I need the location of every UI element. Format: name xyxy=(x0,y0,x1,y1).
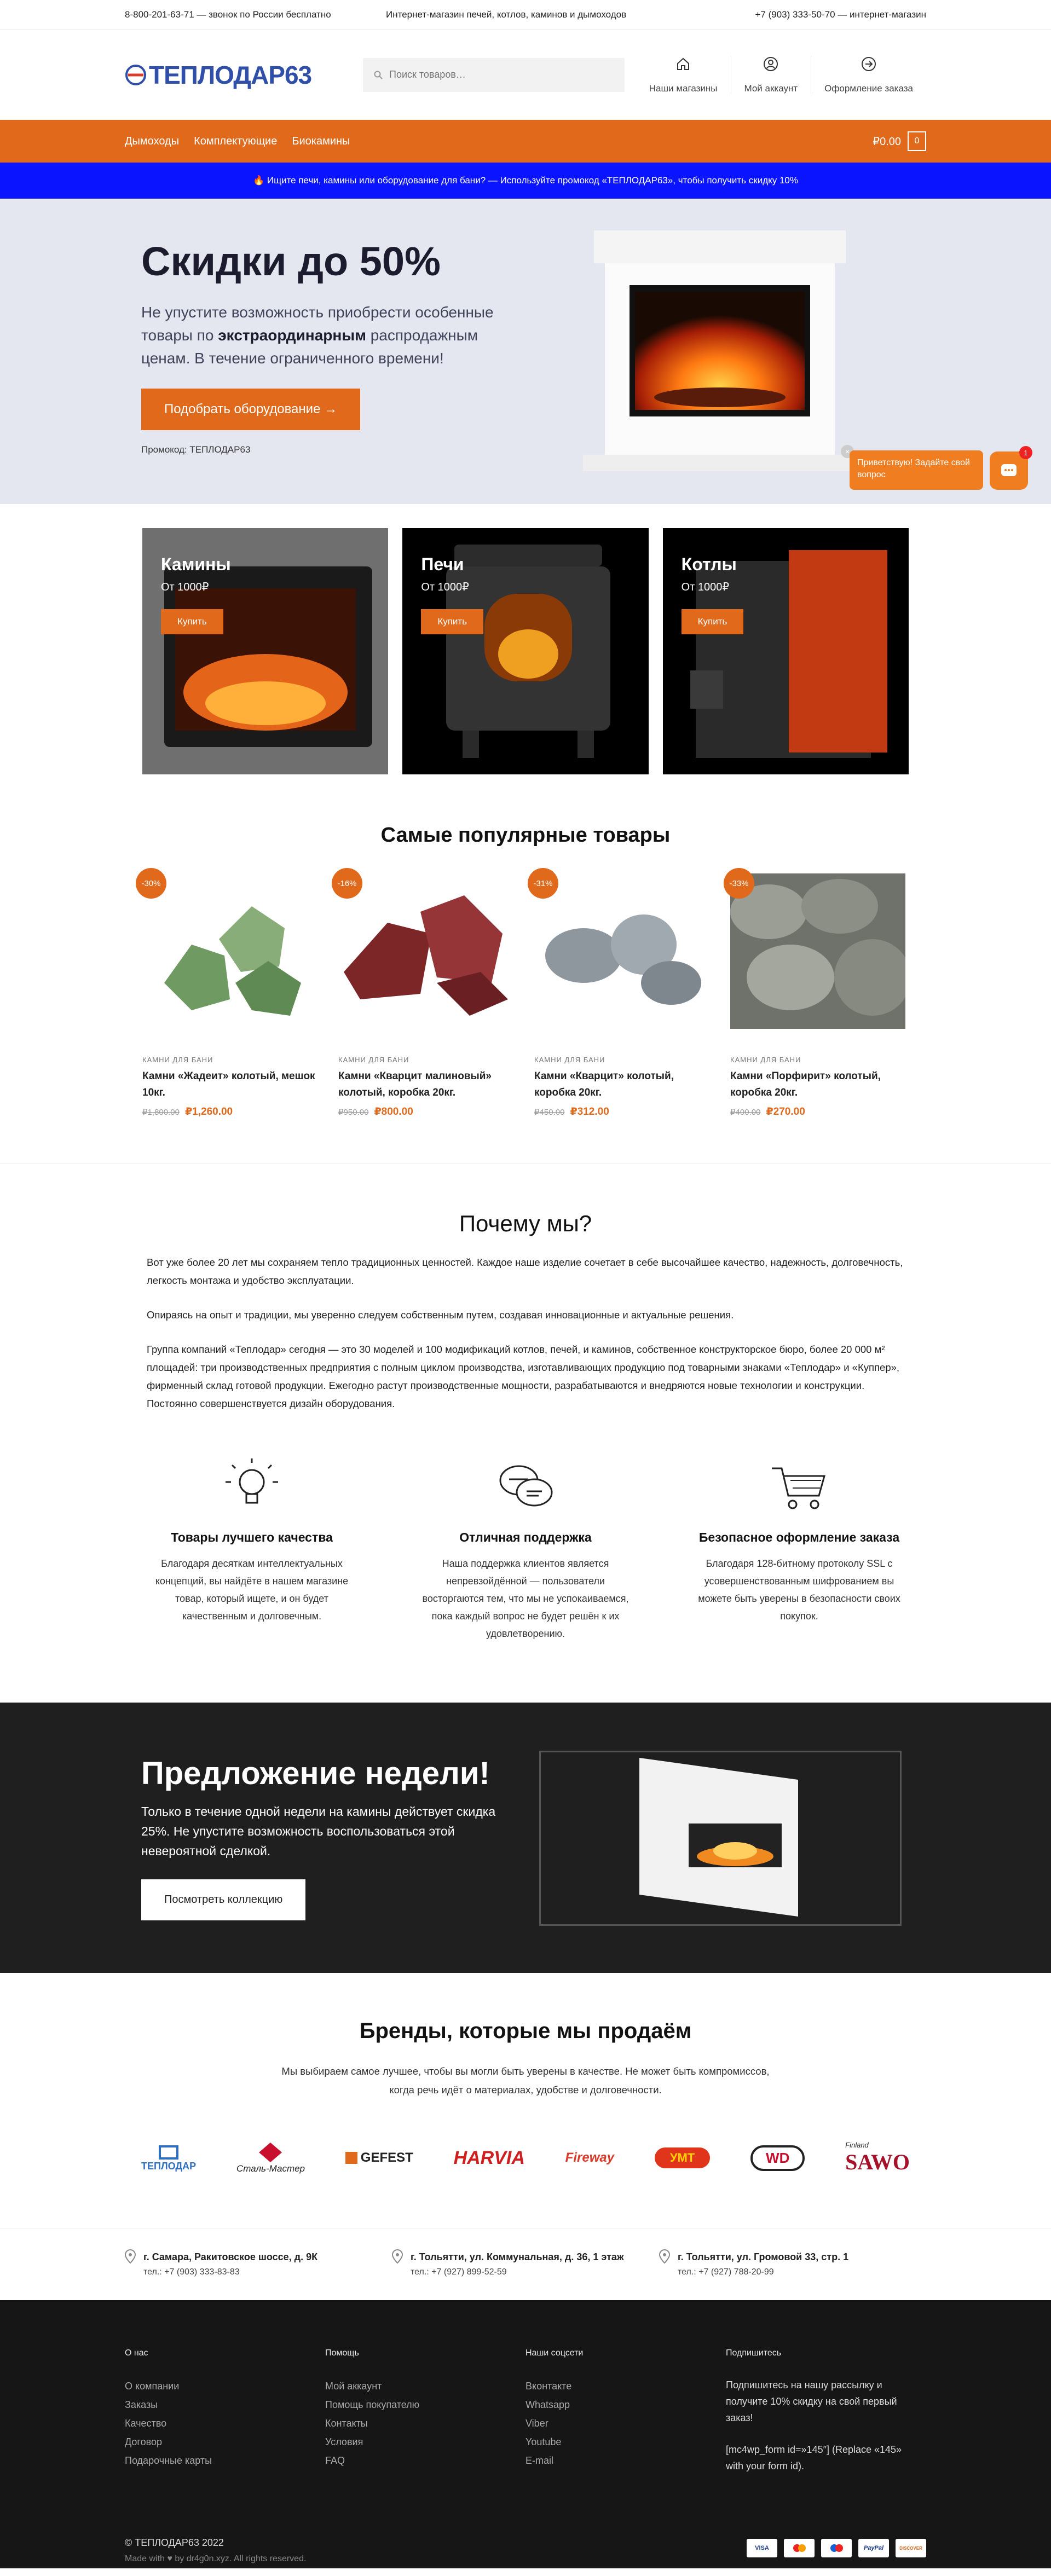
search-icon xyxy=(374,71,383,79)
footer-column-title: Помощь xyxy=(325,2348,359,2358)
product-category: КАМНИ ДЛЯ БАНИ xyxy=(730,1056,801,1064)
lightbulb-icon xyxy=(219,1457,285,1518)
brand-logo-sawo[interactable]: Finland SAWO xyxy=(845,2141,910,2174)
location-pin-icon xyxy=(392,2249,403,2264)
copyright: © ТЕПЛОДАР63 2022 xyxy=(125,2537,224,2548)
store-phone[interactable]: тел.: +7 (903) 333-83-83 xyxy=(143,2267,240,2277)
footer-column-title: О нас xyxy=(125,2348,148,2358)
user-icon xyxy=(763,56,779,72)
header-link-stores[interactable] xyxy=(636,56,731,94)
subscribe-form-note: [mc4wp_form id=»145″] (Replace «145» with your form id). xyxy=(726,2444,902,2471)
brand-logo-umt[interactable]: УМТ xyxy=(655,2136,710,2180)
why-us-title: Почему мы? xyxy=(459,1211,592,1236)
hero-banner xyxy=(0,199,1051,504)
hero-fireplace-image xyxy=(583,230,857,471)
brand-logo-stal-master[interactable]: Сталь-Мастер xyxy=(236,2136,305,2180)
footer-link[interactable]: Viber xyxy=(526,2418,548,2429)
nav-item-components[interactable]: Комплектующие xyxy=(194,135,278,147)
product-list xyxy=(142,873,909,1118)
footer-link[interactable]: FAQ xyxy=(325,2455,345,2466)
store-address xyxy=(392,2249,659,2280)
product-name[interactable]: Камни «Жадеит» колотый, мешок 10кг. xyxy=(142,1070,315,1098)
maestro-icon xyxy=(821,2539,852,2557)
paypal-icon: PayPal xyxy=(858,2539,889,2557)
brand-logo-fireway[interactable]: Fireway xyxy=(565,2150,615,2165)
feature-quality xyxy=(142,1457,361,1642)
store-address xyxy=(125,2249,392,2280)
store-address-text: г. Тольятти, ул. Громовой 33, стр. 1 xyxy=(678,2251,849,2262)
cart-total: ₽0.00 xyxy=(873,135,901,148)
category-card-stoves[interactable] xyxy=(402,528,648,774)
location-pin-icon xyxy=(659,2249,670,2264)
category-card-boilers[interactable] xyxy=(663,528,909,774)
feature-secure-checkout xyxy=(690,1457,909,1642)
why-us-section xyxy=(0,1163,1051,1642)
teplodar-logo-icon xyxy=(158,2144,180,2161)
offer-title: Предложение недели! xyxy=(141,1756,490,1791)
cart-link[interactable] xyxy=(873,131,926,151)
payment-methods xyxy=(747,2539,926,2557)
product-price xyxy=(534,1105,709,1118)
feature-list xyxy=(142,1457,909,1642)
category-title: Камины xyxy=(161,554,231,574)
feature-title: Товары лучшего качества xyxy=(171,1530,333,1544)
store-addresses xyxy=(125,2229,926,2300)
category-card-fireplaces[interactable] xyxy=(142,528,388,774)
chat-bubble[interactable]: Приветствую! Задайте свой вопрос xyxy=(850,450,983,490)
category-title: Котлы xyxy=(681,554,737,574)
nav-item-chimneys[interactable]: Дымоходы xyxy=(125,135,180,147)
mastercard-icon xyxy=(784,2539,815,2557)
feature-text: Благодаря 128-битному протоколу SSL с усовершенствованным шифрованием вы можете быть уверены в безопасности своих покупок. xyxy=(698,1558,900,1622)
site-footer xyxy=(0,2300,1051,2568)
hero-title: Скидки до 50% xyxy=(141,239,441,284)
footer-link[interactable]: Мой аккаунт xyxy=(325,2381,382,2392)
made-with: Made with ♥ by dr4g0n.xyz. All rights reserved. xyxy=(125,2554,307,2563)
site-header xyxy=(0,30,1051,120)
product-old-price: ₽950.00 xyxy=(338,1108,369,1117)
offer-image-frame xyxy=(539,1751,902,1926)
weekly-offer-section xyxy=(0,1703,1051,1973)
logo-text: ТЕПЛОДАР63 xyxy=(149,60,312,89)
hero-text: Не упустите возможность приобрести особенные товары по экстраординарным распродажным ценам. В течение ограниченного времени! xyxy=(141,304,494,367)
footer-link[interactable]: Заказы xyxy=(125,2399,158,2410)
visa-icon: VISA xyxy=(747,2539,777,2557)
product-old-price: ₽400.00 xyxy=(730,1108,761,1117)
store-address xyxy=(659,2249,926,2280)
category-title: Печи xyxy=(421,554,464,574)
product-category: КАМНИ ДЛЯ БАНИ xyxy=(338,1056,409,1064)
feature-title: Отличная поддержка xyxy=(459,1530,592,1544)
category-price-from: От 1000₽ xyxy=(161,581,209,593)
cart-count-icon: 0 xyxy=(908,131,926,151)
header-links xyxy=(636,56,926,94)
feature-support xyxy=(416,1457,635,1642)
category-price-from: От 1000₽ xyxy=(421,581,469,593)
header-link-label: Наши магазины xyxy=(649,83,718,94)
product-price xyxy=(142,1105,317,1118)
offer-fireplace-image xyxy=(541,1752,900,1924)
category-buy-button[interactable]: Купить xyxy=(161,609,223,634)
footer-link[interactable]: О компании xyxy=(125,2381,180,2392)
offer-text: Только в течение одной недели на камины действует скидка 25%. Не упустите возможность воспользоваться этой невероятной сделкой. xyxy=(141,1804,496,1858)
popular-title: Самые популярные товары xyxy=(380,824,671,847)
brands-title: Бренды, которые мы продаём xyxy=(359,2019,692,2043)
footer-link[interactable]: Youtube xyxy=(526,2436,562,2447)
footer-link[interactable]: E-mail xyxy=(526,2455,554,2466)
product-category: КАМНИ ДЛЯ БАНИ xyxy=(142,1056,213,1064)
discover-icon: DISCOVER xyxy=(896,2539,926,2557)
brand-logo-wd[interactable]: WD xyxy=(750,2136,805,2180)
store-phone[interactable]: тел.: +7 (927) 788-20-99 xyxy=(678,2267,774,2277)
home-icon xyxy=(675,56,691,72)
product-new-price: ₽312.00 xyxy=(570,1106,609,1118)
location-pin-icon xyxy=(125,2249,136,2264)
why-us-paragraph: Опираясь на опыт и традиции, мы уверенно следуем собственным путем, создавая инновационные и актуальные решения. xyxy=(147,1309,734,1321)
feature-text: Наша поддержка клиентов является непревзойдённой — пользователи восторгаются тем, что мы не успокаиваемся, пока каждый вопрос не будет решён к их удовлетворению. xyxy=(422,1558,629,1639)
discount-badge: -33% xyxy=(724,868,754,899)
footer-link[interactable]: Качество xyxy=(125,2418,167,2429)
discount-badge: -31% xyxy=(528,868,558,899)
footer-link[interactable]: Условия xyxy=(325,2436,363,2447)
header-link-label: Мой аккаунт xyxy=(744,83,798,94)
product-category: КАМНИ ДЛЯ БАНИ xyxy=(534,1056,605,1064)
brand-logos xyxy=(141,2133,910,2183)
brand-logo-harvia[interactable]: HARVIA xyxy=(453,2147,525,2168)
topbar-phone-free: 8-800-201-63-71 — звонок по России бесплатно xyxy=(125,9,331,20)
chat-bubbles-icon xyxy=(493,1457,558,1518)
category-grid xyxy=(142,528,909,774)
why-us-paragraph: Вот уже более 20 лет мы сохраняем тепло традиционных ценностей. Каждое наше изделие сочетает в себе высочайшее качество, надежность, долговечность, легкость монтажа и удобство эксплуатации. xyxy=(147,1257,903,1286)
view-collection-button[interactable]: Посмотреть коллекцию xyxy=(141,1879,305,1920)
hero-promo-code: Промокод: ТЕПЛОДАР63 xyxy=(141,444,251,455)
footer-link[interactable]: Помощь покупателю xyxy=(325,2399,420,2410)
category-price-from: От 1000₽ xyxy=(681,581,730,593)
footer-column-title: Подпишитесь xyxy=(726,2348,782,2358)
product-card[interactable] xyxy=(338,873,513,1118)
arrow-right-circle-icon xyxy=(861,56,877,72)
store-address-text: г. Самара, Ракитовское шоссе, д. 9К xyxy=(143,2251,318,2262)
search-box[interactable] xyxy=(363,58,625,92)
topbar xyxy=(0,0,1051,30)
header-link-account[interactable] xyxy=(731,56,811,94)
product-price xyxy=(730,1105,905,1118)
product-image xyxy=(730,873,905,1029)
product-name[interactable]: Камни «Кварцит малиновый» колотый, коробка 20кг. xyxy=(338,1070,492,1098)
product-name[interactable]: Камни «Порфирит» колотый, коробка 20кг. xyxy=(730,1070,881,1098)
discount-badge: -30% xyxy=(136,868,166,899)
stal-master-logo-icon xyxy=(257,2141,284,2163)
product-new-price: ₽270.00 xyxy=(766,1106,805,1118)
subscribe-text: Подпишитесь на нашу рассылку и получите 10% скидку на свой первый заказ! xyxy=(726,2380,897,2423)
chat-unread-badge: 1 xyxy=(1019,446,1032,459)
category-buy-button[interactable]: Купить xyxy=(682,609,744,634)
header-link-checkout[interactable] xyxy=(811,56,926,94)
product-card[interactable] xyxy=(730,873,905,1118)
nav-item-biofireplaces[interactable]: Биокамины xyxy=(292,135,350,147)
main-nav xyxy=(0,120,1051,163)
footer-column-subscribe xyxy=(726,2348,926,2474)
footer-column-title: Наши соцсети xyxy=(526,2348,584,2358)
topbar-phone-shop: +7 (903) 333-50-70 — интернет-магазин xyxy=(755,9,926,20)
product-card[interactable] xyxy=(534,873,709,1118)
promo-bar: 🔥 Ищите печи, камины или оборудование для бани? — Используйте промокод «ТЕПЛОДАР63», чтобы получить скидку 10% xyxy=(0,163,1051,199)
store-address-text: г. Тольятти, ул. Коммунальная, д. 36, 1 этаж xyxy=(411,2251,624,2262)
footer-link[interactable]: Договор xyxy=(125,2436,162,2447)
product-new-price: ₽800.00 xyxy=(374,1106,413,1118)
footer-link[interactable]: Whatsapp xyxy=(526,2399,570,2410)
footer-link[interactable]: Вконтакте xyxy=(526,2381,572,2392)
brands-section xyxy=(0,1973,1051,2229)
logo-flame-icon xyxy=(125,64,147,86)
hero-select-button[interactable]: Подобрать оборудование → xyxy=(141,389,360,430)
brand-logo-teplodar[interactable]: ТЕПЛОДАР xyxy=(141,2136,196,2180)
footer-column-social xyxy=(526,2348,726,2474)
shopping-cart-icon xyxy=(766,1457,832,1518)
product-name[interactable]: Камни «Кварцит» колотый, коробка 20кг. xyxy=(534,1070,674,1098)
product-old-price: ₽450.00 xyxy=(534,1108,565,1117)
category-buy-button[interactable]: Купить xyxy=(421,609,483,634)
feature-title: Безопасное оформление заказа xyxy=(698,1530,900,1544)
footer-link[interactable]: Подарочные карты xyxy=(125,2455,212,2466)
discount-badge: -16% xyxy=(332,868,362,899)
product-card[interactable] xyxy=(142,873,317,1118)
hero-text-bold: экстраординарным xyxy=(218,327,366,344)
search-input[interactable] xyxy=(389,69,608,80)
why-us-paragraph: Группа компаний «Теплодар» сегодня — это 30 моделей и 100 модификаций котлов, печей, и каминов, собственное конструкторское бюро, более 20 000 м² площадей: три производственных предприятия с полным циклом производства, изготавливающих продукцию под товарными знаками «Теплодар» и «Куппер», фирменный склад готовой продукции. Ежегодно растут производственные мощности, разрабатываются и внедряются новые технологии и конструкции. Постоянно совершенствуется дизайн оборудования. xyxy=(147,1344,900,1409)
product-old-price: ₽1,800.00 xyxy=(142,1108,180,1117)
chat-icon xyxy=(999,461,1019,481)
brand-logo-gefest[interactable]: GEFEST xyxy=(345,2136,413,2180)
footer-link[interactable]: Контакты xyxy=(325,2418,368,2429)
feature-text: Благодаря десяткам интеллектуальных концепций, вы найдёте в нашем магазине товар, который ищете, и он будет качественным и долговечным. xyxy=(155,1558,349,1622)
brands-text: Мы выбираем самое лучшее, чтобы вы могли быть уверены в качестве. Не может быть компромиссов, когда речь идёт о материалах, удобстве и долговечности. xyxy=(281,2065,770,2095)
topbar-tagline: Интернет-магазин печей, котлов, каминов и дымоходов xyxy=(386,9,627,20)
product-image xyxy=(534,873,709,1029)
store-phone[interactable]: тел.: +7 (927) 899-52-59 xyxy=(411,2267,507,2277)
product-image xyxy=(142,873,317,1029)
footer-column-about xyxy=(125,2348,325,2474)
chat-close-icon[interactable]: × xyxy=(841,445,854,458)
product-image xyxy=(338,873,513,1029)
footer-column-help xyxy=(325,2348,526,2474)
site-logo[interactable] xyxy=(125,60,363,90)
header-link-label: Оформление заказа xyxy=(824,83,913,94)
product-new-price: ₽1,260.00 xyxy=(184,1106,233,1118)
product-price xyxy=(338,1105,513,1118)
